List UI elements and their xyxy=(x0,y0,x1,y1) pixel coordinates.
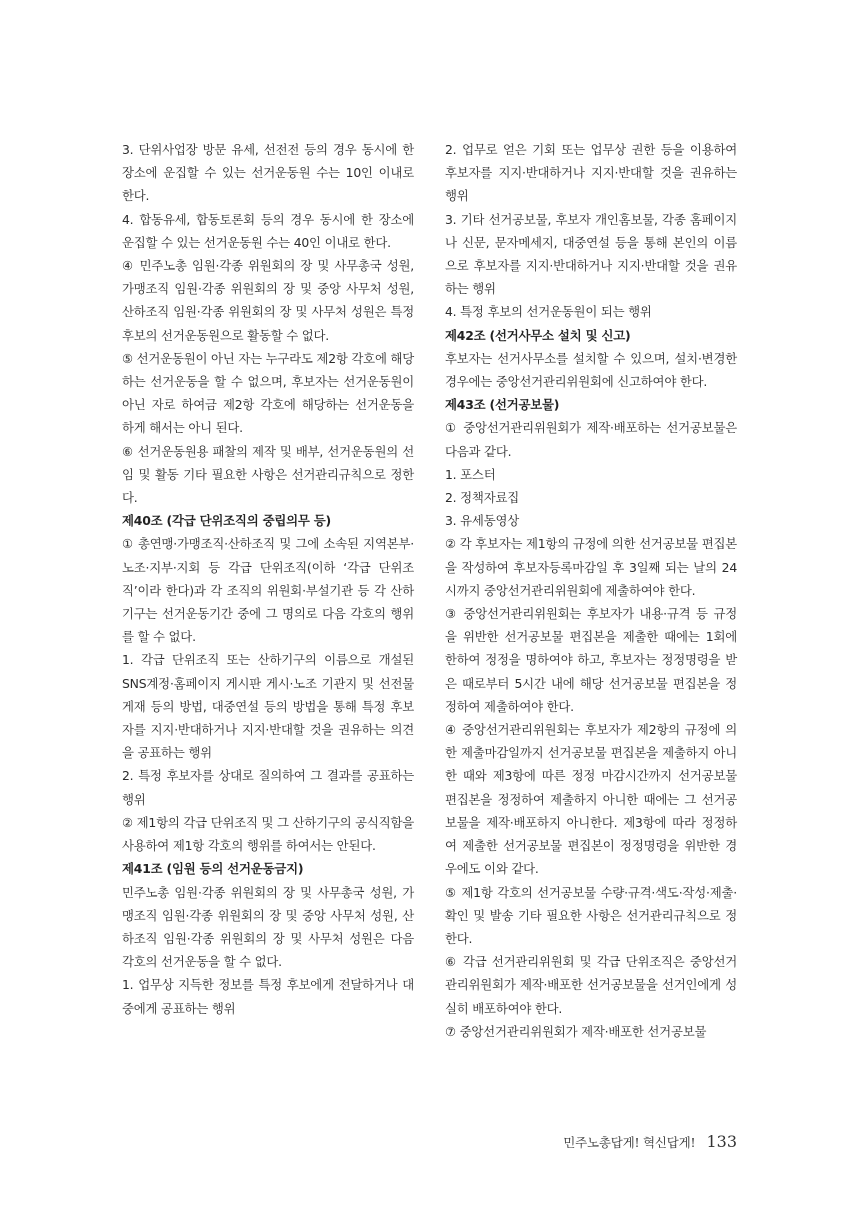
paragraph: 후보자는 선거사무소를 설치할 수 있으며, 설치·변경한 경우에는 중앙선거관리위원회에 신고하여야 한다. xyxy=(445,350,737,390)
paragraph: ③ 중앙선거관리위원회는 후보자가 내용·규격 등 규정을 위반한 선거공보물 편집본을 제출한 때에는 1회에 한하여 정정을 명하여야 하고, 후보자는 정정명령을 받은 때로부터 5시간 내에 해당 선거공보물 편집본을 정정하여 제출하여야 한다. xyxy=(445,606,737,714)
right-column xyxy=(445,138,737,1043)
paragraph: 3. 기타 선거공보물, 후보자 개인홈보물, 각종 홈페이지나 신문, 문자메세지, 대중연설 등을 통해 본인의 이름으로 후보자를 지지·반대하거나 지지·반대할 것을 권유하는 행위 xyxy=(445,211,737,297)
paragraph: 민주노총 임원·각종 위원회의 장 및 사무총국 성원, 가맹조직 임원·각종 위원회의 장 및 중앙 사무처 성원, 산하조직 임원·각종 위원회의 장 및 사무처 성원은 다음 각호의 선거운동을 할 수 없다. xyxy=(122,884,414,970)
article-heading-43: 제43조 (선거공보물) xyxy=(445,397,560,413)
paragraph: 1. 각급 단위조직 또는 산하기구의 이름으로 개설된 SNS계정·홈페이지 게시판 게시·노조 기관지 및 선전물 게재 등의 방법, 대중연설 등의 방법을 통해 특정 후보자를 지지·반대하거나 지지·반대할 것을 권유하는 의견을 공표하는 행위 xyxy=(122,652,414,761)
page-number: 133 xyxy=(706,1132,737,1151)
list-item: 1. 포스터 xyxy=(445,466,496,482)
paragraph: ① 중앙선거관리위원회가 제작·배포하는 선거공보물은 다음과 같다. xyxy=(445,420,737,459)
paragraph: ② 제1항의 각급 단위조직 및 그 산하기구의 공식직함을 사용하여 제1항 각호의 행위를 하여서는 안된다. xyxy=(122,814,414,854)
paragraph: ⑦ 중앙선거관리위원회가 제작·배포한 선거공보물 xyxy=(445,1023,707,1039)
paragraph: ⑤ 선거운동원이 아닌 자는 누구라도 제2항 각호에 해당하는 선거운동을 할 수 없으며, 후보자는 선거운동원이 아닌 자로 하여금 제2항 각호에 해당하는 선거운동을 하게 해서는 아니 된다. xyxy=(122,350,414,436)
paragraph: ④ 중앙선거관리위원회는 후보자가 제2항의 규정에 의한 제출마감일까지 선거공보물 편집본을 제출하지 아니한 때와 제3항에 따른 정정 마감시간까지 선거공보물 편집본을 정정하여 제출하지 아니한 때에는 그 선거공보물을 제작·배포하지 아니한다. 제3항에 따라 정정하여 제출한 선거공보물 편집본이 정정명령을 위반한 경우에도 이와 같다. xyxy=(445,722,737,877)
list-item: 3. 유세동영상 xyxy=(445,513,520,529)
paragraph: 4. 합동유세, 합동토론회 등의 경우 동시에 한 장소에 운집할 수 있는 선거운동원 수는 40인 이내로 한다. xyxy=(122,211,414,250)
list-item: 2. 정책자료집 xyxy=(445,490,520,506)
paragraph: 2. 특정 후보자를 상대로 질의하여 그 결과를 공표하는 행위 xyxy=(122,768,414,807)
paragraph: ② 각 후보자는 제1항의 규정에 의한 선거공보물 편집본을 작성하여 후보자등록마감일 후 3일째 되는 날의 24시까지 중앙선거관리위원회에 제출하여야 한다. xyxy=(445,536,737,598)
article-heading-42: 제42조 (선거사무소 설치 및 신고) xyxy=(445,327,631,343)
page-footer xyxy=(563,1132,737,1151)
left-column xyxy=(122,138,414,1020)
paragraph: 3. 단위사업장 방문 유세, 선전전 등의 경우 동시에 한 장소에 운집할 수 있는 선거운동원 수는 10인 이내로 한다. xyxy=(122,142,414,204)
paragraph: 2. 업무로 얻은 기회 또는 업무상 권한 등을 이용하여 후보자를 지지·반대하거나 지지·반대할 것을 권유하는 행위 xyxy=(445,142,737,204)
running-title: 민주노총답게! 혁신답게! xyxy=(563,1135,696,1150)
paragraph: 4. 특정 후보의 선거운동원이 되는 행위 xyxy=(445,304,652,320)
paragraph: ⑥ 각급 선거관리위원회 및 각급 단위조직은 중앙선거관리위원회가 제작·배포한 선거공보물을 선거인에게 성실히 배포하여야 한다. xyxy=(445,954,737,1016)
paragraph: ⑤ 제1항 각호의 선거공보물 수량·규격·색도·작성·제출·확인 및 발송 기타 필요한 사항은 선거관리규칙으로 정한다. xyxy=(445,884,737,946)
article-heading-41: 제41조 (임원 등의 선거운동금지) xyxy=(122,861,304,877)
paragraph: ④ 민주노총 임원·각종 위원회의 장 및 사무총국 성원, 가맹조직 임원·각종 위원회의 장 및 중앙 사무처 성원, 산하조직 임원·각종 위원회의 장 및 사무처 성원은 특정후보의 선거운동원으로 활동할 수 없다. xyxy=(122,258,414,343)
paragraph: ⑥ 선거운동원용 패찰의 제작 및 배부, 선거운동원의 선임 및 활동 기타 필요한 사항은 선거관리규칙으로 정한다. xyxy=(122,443,414,506)
paragraph: 1. 업무상 지득한 정보를 특정 후보에게 전달하거나 대중에게 공표하는 행위 xyxy=(122,977,414,1016)
article-heading-40: 제40조 (각급 단위조직의 중립의무 등) xyxy=(122,513,331,529)
paragraph: ① 총연맹·가맹조직·산하조직 및 그에 소속된 지역본부·노조·지부·지회 등 각급 단위조직(이하 ‘각급 단위조직’이라 한다)과 각 조직의 위원회·부설기관 등 각 산하기구는 선거운동기간 중에 그 명의로 다음 각호의 행위를 할 수 없다. xyxy=(122,536,414,645)
